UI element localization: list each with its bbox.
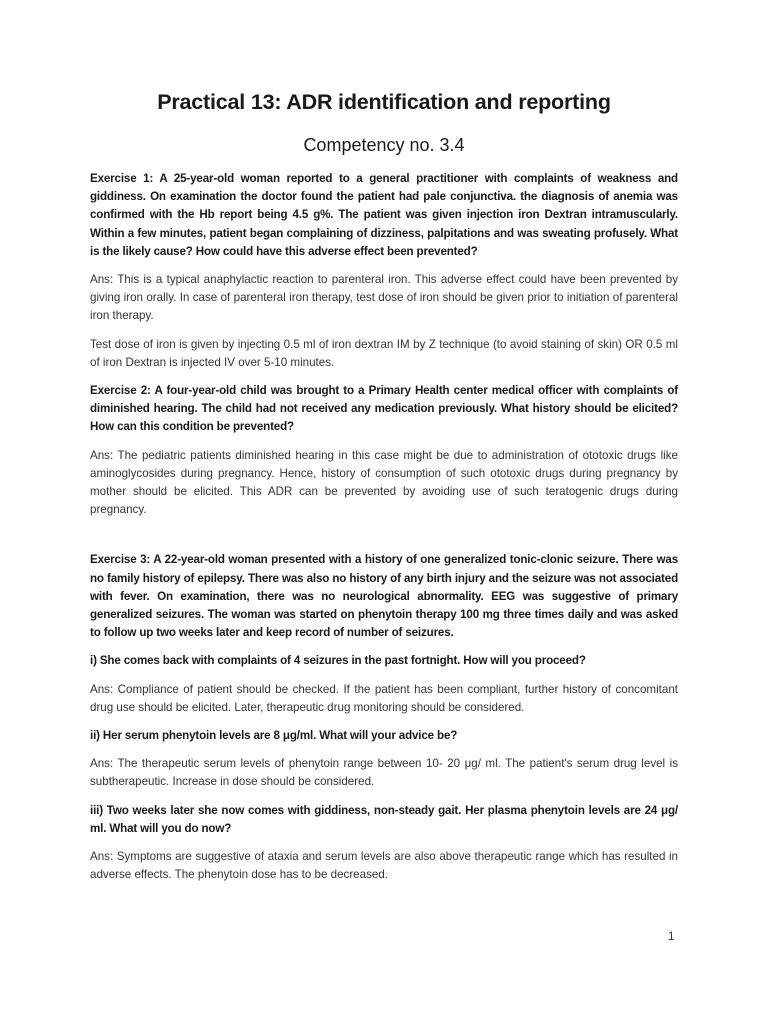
exercise-1-answer-test-dose: Test dose of iron is given by injecting 0.5 ml of iron dextran IM by Z technique (to avoid staining of skin) OR 0.5 ml of iron Dextran is injected IV over 5-10 minutes. <box>90 337 678 369</box>
page-number: 1 <box>668 930 675 943</box>
exercise-3-answer-3: Ans: Symptoms are suggestive of ataxia and serum levels are also above therapeutic range which has resulted in adverse effects. The phenytoin dose has to be decreased. <box>90 850 678 882</box>
exercise-3-answer-1: Ans: Compliance of patient should be checked. If the patient has been compliant, further history of concomitant drug use should be elicited. Later, therapeutic drug monitoring should be considered. <box>90 682 678 714</box>
document-page <box>90 90 678 885</box>
exercise-1-answer: Ans: This is a typical anaphylactic reaction to parenteral iron. This adverse effect could have been prevented by giving iron orally. In case of parenteral iron therapy, test dose of iron should be given prior to initiation of parenteral iron therapy. <box>90 273 678 323</box>
exercise-2-question: Exercise 2: A four-year-old child was brought to a Primary Health center medical officer with complaints of diminished hearing. The child had not received any medication previously. What history should be elicited? How can this condition be prevented? <box>90 384 678 434</box>
exercise-3-subquestion-2: ii) Her serum phenytoin levels are 8 μg/ml. What will your advice be? <box>90 729 458 743</box>
exercise-3-answer-2: Ans: The therapeutic serum levels of phenytoin range between 10- 20 μg/ ml. The patient's serum drug level is subtherapeutic. Increase in dose should be considered. <box>90 757 678 789</box>
exercise-3-question: Exercise 3: A 22-year-old woman presented with a history of one generalized tonic-clonic seizure. There was no family history of epilepsy. There was also no history of any birth injury and the seizure was not associated with fever. On examination, there was no neurological abnormality. EEG was suggestive of primary generalized seizures. The woman was started on phenytoin therapy 100 mg three times daily and was asked to follow up two weeks later and keep record of number of seizures. <box>90 553 678 640</box>
exercise-2-answer: Ans: The pediatric patients diminished hearing in this case might be due to administration of ototoxic drugs like aminoglycosides during pregnancy. Hence, history of consumption of such ototoxic drugs during pregnancy by mother should be elicited. This ADR can be prevented by avoiding use of such teratogenic drugs during pregnancy. <box>90 448 678 517</box>
page-title: Practical 13: ADR identification and reporting <box>157 90 611 114</box>
exercise-3-subquestion-3: iii) Two weeks later she now comes with giddiness, non-steady gait. Her plasma phenytoin levels are 24 μg/ ml. What will you do now? <box>90 803 678 835</box>
competency-subtitle: Competency no. 3.4 <box>303 135 465 155</box>
exercise-1-question: Exercise 1: A 25-year-old woman reported to a general practitioner with complaints of weakness and giddiness. On examination the doctor found the patient had pale conjunctiva. the diagnosis of anemia was confirmed with the Hb report being 4.5 g%. The patient was given injection iron Dextran intramuscularly. Within a few minutes, patient began complaining of dizziness, palpitations and was sweating profusely. What is the likely cause? How could have this adverse effect been prevented? <box>90 172 678 258</box>
exercise-3-subquestion-1: i) She comes back with complaints of 4 seizures in the past fortnight. How will you proceed? <box>90 654 586 668</box>
